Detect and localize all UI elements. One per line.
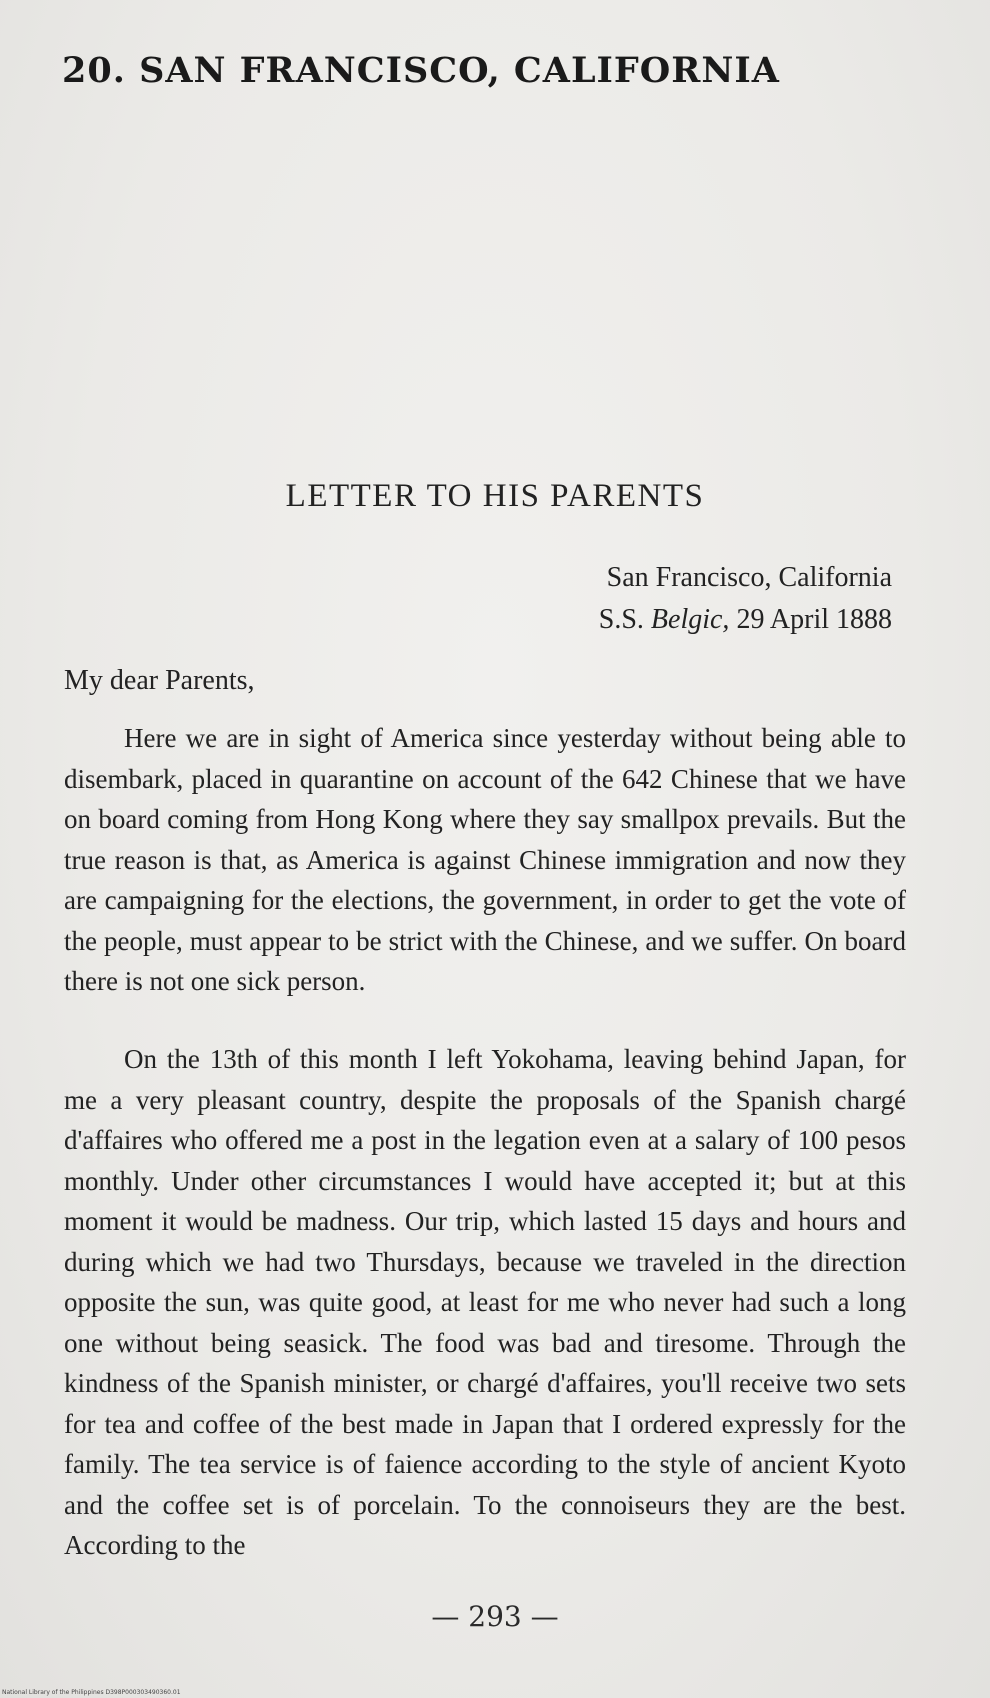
dateline-place: San Francisco, California [606, 562, 892, 593]
dateline-ship-prefix: S.S. [598, 604, 644, 635]
letter-title: LETTER TO HIS PARENTS [285, 478, 705, 514]
dateline-ship-name: Belgic, [650, 604, 730, 635]
salutation: My dear Parents, [64, 665, 255, 696]
letter-paragraph-1 [64, 718, 906, 1002]
chapter-heading: 20. SAN FRANCISCO, CALIFORNIA [62, 50, 780, 91]
letter-paragraph-1-text: Here we are in sight of America since yesterday without being able to disembark, placed in quarantine on account of the 642 Chinese that we have on board coming from Hong Kong where they say smallpox prevails. But the true reason is that, as America is against Chinese immigration and now they are campaigning for the elections, the government, in order to get the vote of the people, must appear to be strict with the Chinese, and we suffer. On board there is not one sick person. [64, 723, 906, 996]
letter-paragraph-2-text: On the 13th of this month I left Yokohama, leaving behind Japan, for me a very pleasant country, despite the proposals of the Spanish chargé d'affaires who offered me a post in the legation even at a salary of 100 pesos monthly. Under other circumstances I would have accepted it; but at this moment it would be madness. Our trip, which lasted 15 days and hours and during which we had two Thursdays, because we traveled in the direction opposite the sun, was quite good, at least for me who never had such a long one without being seasick. The food was bad and tiresome. Through the kindness of the Spanish minister, or chargé d'affaires, you'll receive two sets for tea and coffee of the best made in Japan that I ordered expressly for the family. The tea service is of faience according to the style of ancient Kyoto and the coffee set is of porcelain. To the connoiseurs they are the best. According to the [64, 1044, 906, 1560]
dateline [599, 557, 892, 641]
footer-credit: National Library of the Philippines D398P000303490360.01 [2, 1689, 181, 1696]
dateline-ship-date [599, 599, 892, 641]
letter-paragraph-2 [64, 1039, 906, 1566]
page-number: — 293 — [431, 1600, 559, 1633]
dateline-date: 29 April 1888 [736, 604, 892, 635]
